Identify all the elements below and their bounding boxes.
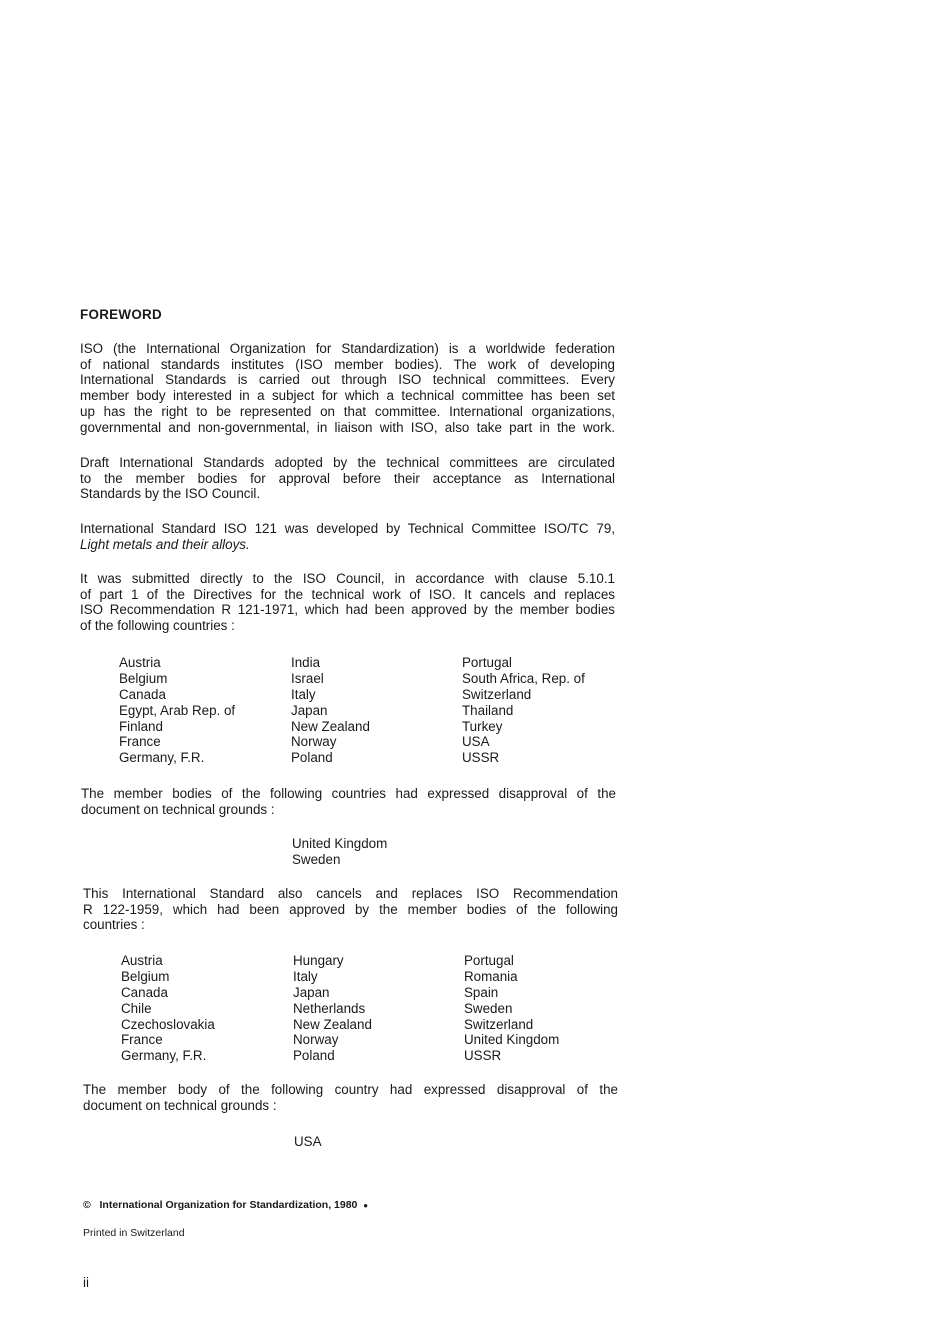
disapproval-list-2 bbox=[294, 1134, 322, 1150]
country: USA bbox=[294, 1134, 322, 1149]
approval-list-1-col-3 bbox=[462, 655, 585, 766]
country: Egypt, Arab Rep. of bbox=[119, 702, 236, 718]
country: Chile bbox=[121, 1000, 152, 1016]
country: South Africa, Rep. of bbox=[462, 670, 585, 686]
country: New Zealand bbox=[291, 718, 370, 734]
copyright-icon: © bbox=[83, 1199, 91, 1211]
country: Thailand bbox=[462, 702, 514, 718]
text-line: The member bodies of the following countries had expressed disapproval of the bbox=[81, 786, 616, 801]
country: Canada bbox=[121, 984, 168, 1000]
country: Portugal bbox=[464, 953, 514, 968]
copyright-text: International Organization for Standardization, 1980 bbox=[99, 1199, 358, 1211]
paragraph-disapproval-2 bbox=[83, 1082, 618, 1113]
country: USSR bbox=[464, 1048, 502, 1064]
page-number: ii bbox=[83, 1275, 89, 1290]
country: Czechoslovakia bbox=[121, 1016, 215, 1032]
text-line: ISO Recommendation R 121-1971, which had been approved by the member bodies bbox=[80, 602, 615, 618]
country: Spain bbox=[464, 984, 499, 1000]
approval-list-1-col-1 bbox=[119, 655, 235, 766]
country: Portugal bbox=[462, 655, 512, 670]
text-line: Standards by the ISO Council. bbox=[80, 486, 261, 502]
paragraph-iso-intro bbox=[80, 341, 615, 435]
text-line: document on technical grounds : bbox=[81, 801, 275, 817]
country: Germany, F.R. bbox=[119, 750, 205, 766]
country: Austria bbox=[119, 655, 161, 670]
bullet-icon: ● bbox=[363, 1201, 369, 1210]
country: Hungary bbox=[293, 953, 344, 968]
country: Poland bbox=[291, 750, 333, 766]
text-line: International Standards is carried out through ISO technical committees. Every bbox=[80, 372, 615, 388]
text-line: of part 1 of the Directives for the technical work of ISO. It cancels and replaces bbox=[80, 586, 615, 602]
text-line: up has the right to be represented on that committee. International organizations, bbox=[80, 403, 615, 419]
paragraph-submitted bbox=[80, 571, 615, 634]
paragraph-also-cancels bbox=[83, 886, 618, 933]
text-line: ISO (the International Organization for Standardization) is a worldwide federation bbox=[80, 341, 615, 356]
text-line: document on technical grounds : bbox=[83, 1097, 277, 1113]
country: USSR bbox=[462, 750, 500, 766]
foreword-heading: FOREWORD bbox=[80, 307, 162, 322]
text-line: governmental and non-governmental, in liaison with ISO, also take part in the work. bbox=[80, 419, 615, 435]
paragraph-disapproval-1 bbox=[81, 786, 616, 817]
country: Japan bbox=[293, 984, 330, 1000]
approval-list-1-col-2 bbox=[291, 655, 370, 766]
country: Belgium bbox=[119, 670, 168, 686]
country: Switzerland bbox=[462, 686, 532, 702]
approval-list-2-col-3 bbox=[464, 953, 559, 1064]
country: Austria bbox=[121, 953, 163, 968]
country: Italy bbox=[293, 968, 318, 984]
country: Belgium bbox=[121, 968, 170, 984]
country: Sweden bbox=[464, 1000, 513, 1016]
text-line: Draft International Standards adopted by the technical committees are circulated bbox=[80, 455, 615, 470]
country: USA bbox=[462, 734, 490, 750]
country: Turkey bbox=[462, 718, 503, 734]
country: Sweden bbox=[292, 851, 341, 867]
country: Netherlands bbox=[293, 1000, 366, 1016]
disapproval-list-1 bbox=[292, 836, 387, 868]
country: India bbox=[291, 655, 321, 670]
country: Israel bbox=[291, 670, 324, 686]
country: Norway bbox=[293, 1032, 339, 1048]
text-line: member body interested in a subject for which a technical committee has been set bbox=[80, 388, 615, 404]
country: Romania bbox=[464, 968, 518, 984]
text-line: of the following countries : bbox=[80, 618, 235, 634]
paragraph-draft-standards bbox=[80, 455, 615, 502]
committee-title: Light metals and their alloys. bbox=[80, 536, 250, 552]
text-line: countries : bbox=[83, 917, 145, 933]
country: Germany, F.R. bbox=[121, 1048, 207, 1064]
copyright-line bbox=[83, 1198, 368, 1214]
text-line: This International Standard also cancels and replaces ISO Recommendation bbox=[83, 886, 618, 901]
country: France bbox=[121, 1032, 163, 1048]
approval-list-2-col-2 bbox=[293, 953, 372, 1064]
printed-in: Printed in Switzerland bbox=[83, 1227, 185, 1239]
approval-list-2-col-1 bbox=[121, 953, 215, 1064]
country: Canada bbox=[119, 686, 166, 702]
text-line: R 122-1959, which had been approved by the member bodies of the following bbox=[83, 901, 618, 917]
country: United Kingdom bbox=[292, 836, 388, 851]
country: Switzerland bbox=[464, 1016, 534, 1032]
country: Norway bbox=[291, 734, 337, 750]
text-line: International Standard ISO 121 was developed by Technical Committee ISO/TC 79, bbox=[80, 521, 615, 536]
country: United Kingdom bbox=[464, 1032, 560, 1048]
text-line: It was submitted directly to the ISO Council, in accordance with clause 5.10.1 bbox=[80, 571, 615, 586]
country: New Zealand bbox=[293, 1016, 372, 1032]
country: Finland bbox=[119, 718, 163, 734]
text-line: The member body of the following country had expressed disapproval of the bbox=[83, 1082, 618, 1097]
country: France bbox=[119, 734, 161, 750]
country: Japan bbox=[291, 702, 328, 718]
country: Poland bbox=[293, 1048, 335, 1064]
text-line: to the member bodies for approval before their acceptance as International bbox=[80, 470, 615, 486]
paragraph-developed-by bbox=[80, 521, 615, 552]
country: Italy bbox=[291, 686, 316, 702]
text-line: of national standards institutes (ISO member bodies). The work of developing bbox=[80, 356, 615, 372]
